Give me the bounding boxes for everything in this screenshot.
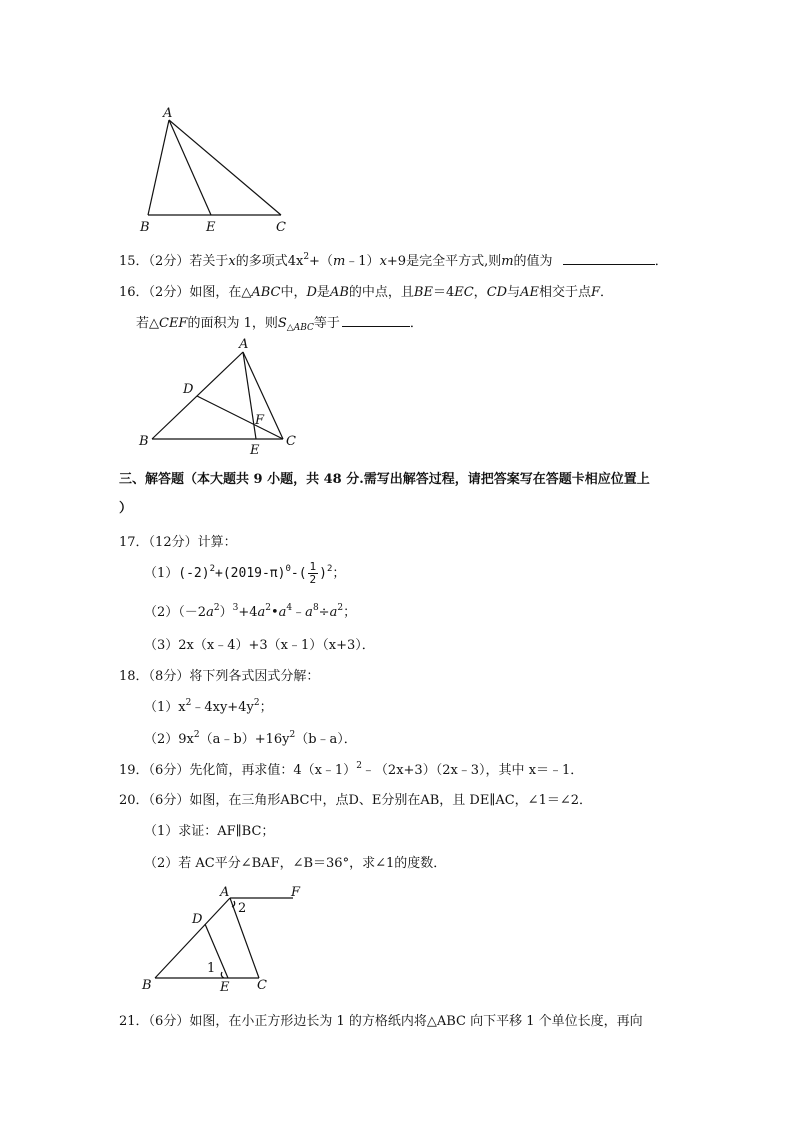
q15-text2: 的多项式 [235,254,288,269]
label-1: 1 [207,961,216,976]
label-c: C [257,978,267,993]
exponent: 2 [289,730,296,740]
expr-end: ； [259,700,273,715]
q15-end: ． [654,254,668,269]
q16-cd: CD [486,285,508,300]
q16-l2c: 等于 [313,316,340,331]
expr: ﹣4xy+4y [191,700,254,715]
question-20-head: 20．（6分）如图，在三角形ABC中，点D、E分别在AB，且 DE∥AC，∠1＝∠2． [119,793,593,808]
q16-t2: 中， [280,285,307,300]
q16-cef: CEF [159,316,188,331]
q15-sup: 2 [303,252,310,262]
question-number: 15． [119,254,149,269]
question-18-head: 18．（8分）将下列各式因式分解： [119,669,320,684]
var: a [206,605,214,620]
q16-ae: AE [520,285,539,300]
exponent: 2 [356,761,362,771]
q16-d: D [306,285,317,300]
question-20-part2: （2）若 AC平分∠BAF，∠B＝36°，求∠1的度数． [144,856,447,871]
label-e: E [206,220,216,235]
q16-t6: ， [473,285,487,300]
edge-ab [155,898,230,978]
q15-m2: m [501,254,514,269]
expr: ﹣ [292,605,306,620]
expr: 2x（x﹣4）+3（x﹣1）（x+3）． [178,638,375,653]
exponent: 8 [312,603,319,613]
q15-var: x [228,254,236,269]
label-a: A [163,106,173,121]
q16-ab: AB [329,285,349,300]
expr: ÷ [318,605,330,620]
label-b: B [140,220,150,235]
part-label: （2） [144,605,179,620]
exponent: 2 [253,698,260,708]
q15-poly-d: +9 [386,254,407,269]
exponent: 2 [213,603,220,613]
q16-ec: EC [454,285,474,300]
q16-sub: △ABC [286,323,314,333]
q15-poly-c: ﹣1） [345,254,380,269]
q16-t8: 相交于点 [538,285,591,300]
q16-be: BE [413,285,433,300]
label-c: C [276,220,286,235]
q15-text3: 是完全平方式,则 [406,254,502,269]
label-a: A [239,337,249,352]
expr: ) [319,566,327,581]
exponent: 2 [193,730,200,740]
section-title-close: ） [119,501,133,516]
question-score: （2分） [148,254,190,269]
exponent: 2 [265,603,271,613]
exponent: 0 [285,564,291,574]
angle-1-arc [221,972,224,978]
question-number: 16． [119,285,149,300]
label-e: E [250,443,260,458]
label-d: D [192,912,203,927]
q16-l2a: 若△ [136,316,159,331]
expr: +(2019-π) [215,566,286,581]
expr: • [270,605,279,620]
q16-s: S [277,316,287,331]
q16-end: ． [409,316,423,331]
label-2: 2 [238,901,247,916]
exponent: 4 [286,603,293,613]
q15-text4: 的值为 [513,254,553,269]
expr-end: ； [343,605,357,620]
exponent: 2 [209,564,216,574]
label-e: E [220,980,230,995]
label-d: D [183,382,194,397]
q15-m: m [332,254,346,269]
expr: -( [290,566,307,581]
var: a [257,605,266,620]
label-a: A [220,885,230,900]
expr-end: ； [332,566,346,581]
var: a [305,605,313,620]
q16-t1: 如图，在△ [189,285,252,300]
q15-x2: x [379,254,387,269]
q16-abc: ABC [251,285,281,300]
q16-l2b: 的面积为 1，则 [187,316,278,331]
part-label: （2） [144,732,179,747]
q19-text-a: 19．（6分）先化简，再求值：4（x﹣1） [119,763,357,778]
expr: ） [219,605,233,620]
label-f: F [255,413,265,428]
q16-f: F [590,285,601,300]
q15-poly-b: +（ [309,254,333,269]
expr: (-2) [178,566,210,581]
var: a [278,605,287,620]
expr: 9x [178,732,194,747]
q16-t4: 的中点，且 [348,285,414,300]
section-title: 三、解答题（本大题共 9 小题，共 48 分.需写出解答过程，请把答案写在答题卡相应位置上 [119,472,650,487]
var: a [329,605,338,620]
label-c: C [286,434,296,449]
label-b: B [139,434,149,449]
expr: （a﹣b）+16y [199,732,290,747]
part-label: （3） [144,638,179,653]
question-score: （2分） [148,285,190,300]
question-20-part1: （1）求证：AF∥BC； [144,824,275,839]
label-f: F [291,885,301,900]
q19-text-b: ﹣（2x+3）（2x﹣3），其中 x＝﹣1． [361,763,584,778]
q16-t9: ． [600,285,614,300]
label-b: B [142,978,152,993]
expr: x [178,700,186,715]
expr: （b﹣a）． [295,732,357,747]
exponent: 2 [185,698,192,708]
denominator: 2 [309,573,317,586]
q15-text1: 若关于 [189,254,229,269]
q16-t3: 是 [316,285,330,300]
q16-t5: ＝4 [432,285,455,300]
numerator: 1 [309,560,317,573]
expr: （－2 [178,605,207,620]
expr: +4 [238,605,258,620]
exponent: 3 [232,603,239,613]
part-label: （1） [144,700,179,715]
q16-t7: 与 [507,285,521,300]
question-21: 21．（6分）如图，在小正方形边长为 1 的方格纸内将△ABC 向下平移 1 个单位长度，再向 [119,1014,643,1029]
exponent: 2 [337,603,344,613]
part-label: （1） [144,566,179,581]
q15-poly-a: 4x [287,254,304,269]
exponent: 2 [327,564,333,574]
question-17-head: 17．（12分）计算： [119,535,237,550]
